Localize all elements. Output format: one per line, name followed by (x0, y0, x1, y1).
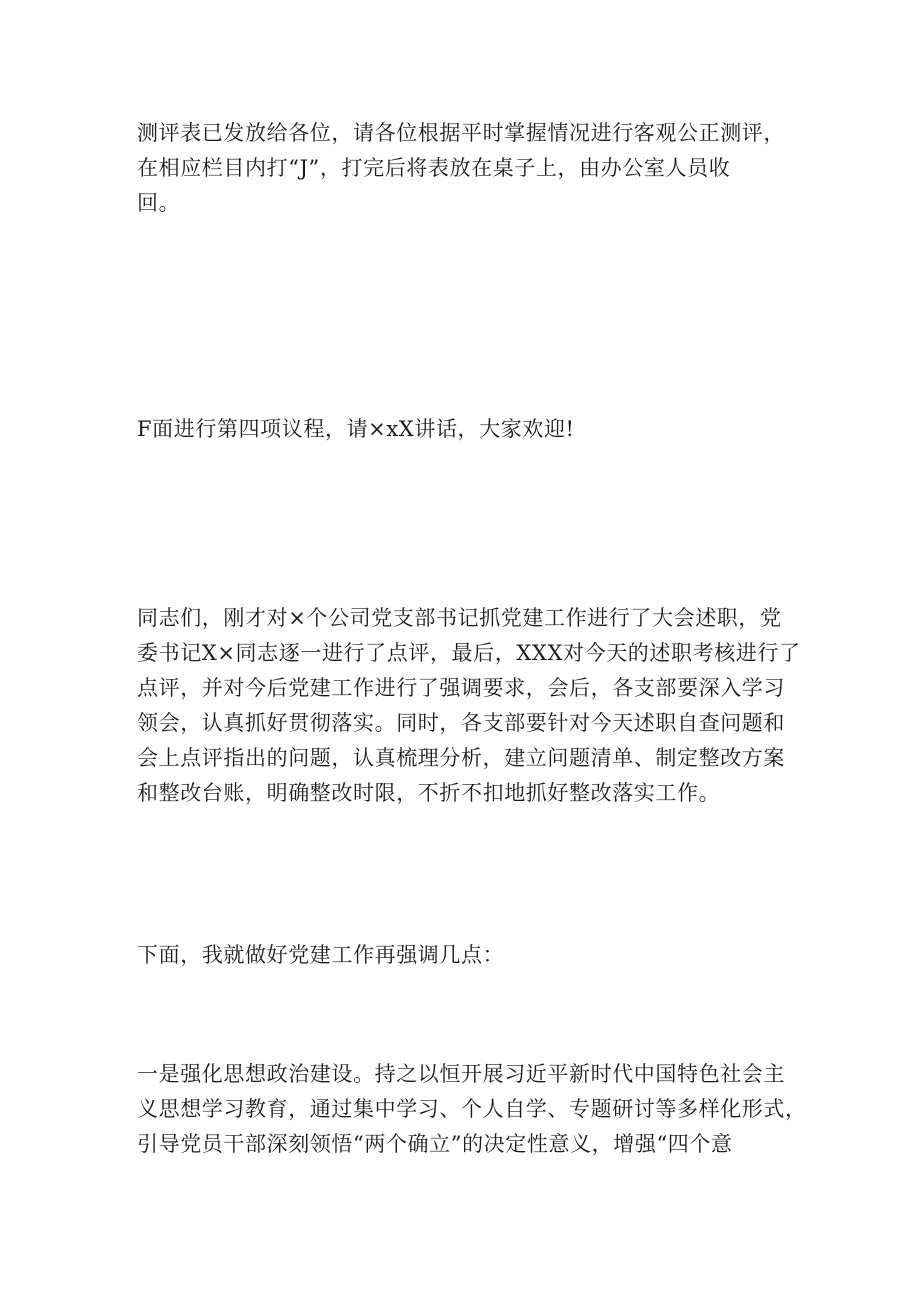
paragraph-evaluation-instructions (137, 116, 807, 221)
text-line: 回。 (137, 191, 181, 215)
text-line: 义思想学习教育，通过集中学习、个人自学、专题研讨等多样化形式， (137, 1097, 807, 1121)
text-line: 点评，并对今后党建工作进行了强调要求，会后，各支部要深入学习 (137, 676, 785, 700)
text-line: 会上点评指出的问题，认真梳理分析，建立问题清单、制定整改方案 (137, 746, 785, 770)
text-line: 在相应栏目内打“J”，打完后将表放在桌子上，由办公室人员收 (137, 156, 731, 180)
paragraph-point-one (137, 1057, 807, 1162)
text-line: 同志们，刚才对×个公司党支部书记抓党建工作进行了大会述职，党 (137, 606, 782, 630)
paragraph-fourth-agenda (137, 412, 807, 447)
text-line: 一是强化思想政治建设。持之以恒开展习近平新时代中国特色社会主 (137, 1062, 785, 1086)
paragraph-summary-remarks (137, 601, 807, 811)
text-line: 领会，认真抓好贯彻落实。同时，各支部要针对今天述职自查问题和 (137, 711, 785, 735)
text-line: 和整改台账，明确整改时限，不折不扣地抓好整改落实工作。 (137, 781, 721, 805)
text-line: 测评表已发放给各位，请各位根据平时掌握情况进行客观公正测评， (137, 121, 785, 145)
text-line: 下面，我就做好党建工作再强调几点： (137, 943, 505, 967)
paragraph-emphasis-intro (137, 938, 807, 973)
text-line: 引导党员干部深刻领悟“两个确立”的决定性意义，增强“四个意 (137, 1132, 733, 1156)
text-line: 委书记X×同志逐一进行了点评，最后，XXX对今天的述职考核进行了 (137, 641, 801, 665)
text-line: F面进行第四项议程，请×xX讲话，大家欢迎! (137, 417, 575, 441)
